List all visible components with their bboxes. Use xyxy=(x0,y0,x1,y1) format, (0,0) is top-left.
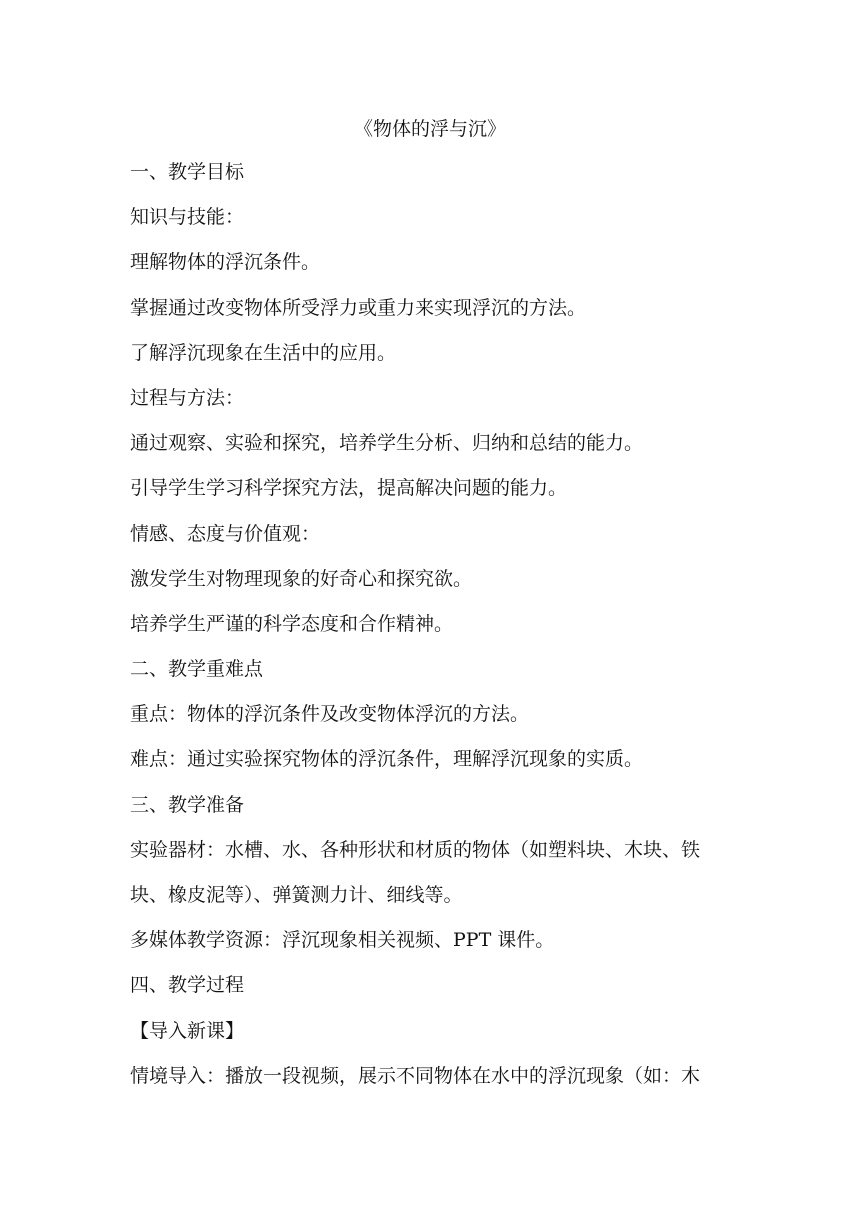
paragraph: 了解浮沉现象在生活中的应用。 xyxy=(130,341,397,364)
subheading-introduction: 【导入新课】 xyxy=(130,1019,245,1042)
document-title: 《物体的浮与沉》 xyxy=(353,118,506,140)
section-heading-key-points: 二、教学重难点 xyxy=(130,658,264,681)
document-body xyxy=(130,156,740,1105)
paragraph: 难点：通过实验探究物体的浮沉条件，理解浮沉现象的实质。 xyxy=(130,748,644,771)
paragraph: 引导学生学习科学探究方法，提高解决问题的能力。 xyxy=(130,477,568,500)
paragraph: 理解物体的浮沉条件。 xyxy=(130,251,321,274)
paragraph: 通过观察、实验和探究，培养学生分析、归纳和总结的能力。 xyxy=(130,432,644,455)
paragraph: 掌握通过改变物体所受浮力或重力来实现浮沉的方法。 xyxy=(130,296,587,319)
paragraph: 实验器材：水槽、水、各种形状和材质的物体（如塑料块、木块、铁 xyxy=(130,838,701,861)
paragraph: 激发学生对物理现象的好奇心和探究欲。 xyxy=(130,567,473,590)
section-heading-preparation: 三、教学准备 xyxy=(130,793,245,816)
paragraph: 重点：物体的浮沉条件及改变物体浮沉的方法。 xyxy=(130,703,530,726)
section-heading-process: 四、教学过程 xyxy=(130,974,245,997)
paragraph: 情境导入：播放一段视频，展示不同物体在水中的浮沉现象（如：木 xyxy=(130,1064,701,1087)
paragraph: 块、橡皮泥等）、弹簧测力计、细线等。 xyxy=(130,884,463,906)
paragraph: 多媒体教学资源：浮沉现象相关视频、PPT 课件。 xyxy=(130,929,555,952)
subheading-attitudes-values: 情感、态度与价值观： xyxy=(130,522,321,545)
subheading-knowledge-skills: 知识与技能： xyxy=(130,206,245,229)
section-heading-objectives: 一、教学目标 xyxy=(130,161,245,183)
subheading-process-methods: 过程与方法： xyxy=(130,386,245,409)
paragraph: 培养学生严谨的科学态度和合作精神。 xyxy=(130,612,454,635)
